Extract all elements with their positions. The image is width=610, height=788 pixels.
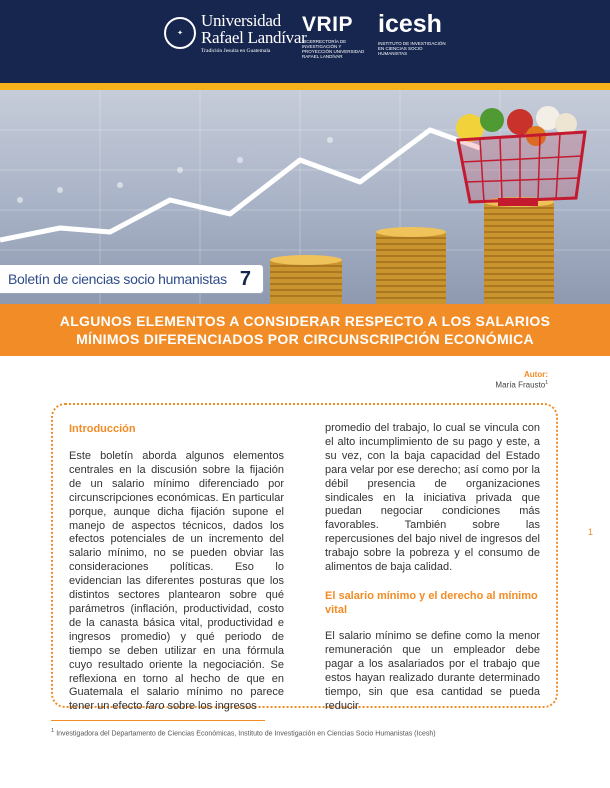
icesh-title: icesh: [378, 10, 442, 38]
coin-stack-medium: [376, 227, 446, 304]
vrip-title: VRIP: [302, 13, 354, 36]
intro-paragraph: [69, 450, 284, 714]
intro-text-2: sobre los ingresos: [164, 700, 257, 713]
footnote-mark: 1: [51, 728, 55, 734]
col2-paragraph-1: promedio del trabajo, lo cual se vincula con el alto incumplimiento de su pago y este, a su vez, con la baja capacidad del Estado para velar por ese derecho; así como por la débil presencia de organizaciones sindicales en la iniciativa privada que puedan negociar condiciones más favorables. También sobre las repercusiones del bajo nivel de ingresos del trabajo sobre la pobreza y el consumo de alimentos de baja calidad.: [325, 422, 540, 574]
bulletin-tab: [0, 264, 264, 294]
column-right: [325, 422, 540, 713]
vrip-logo[interactable]: [302, 14, 372, 59]
footnote: [51, 728, 436, 737]
icesh-subtitle: INSTITUTO DE INVESTIGACIÓN EN CIENCIAS SOCIO HUMANISTAS: [378, 41, 446, 56]
vrip-subtitle: VICERRECTORÍA DE INVESTIGACIÓN Y PROYECCIÓN UNIVERSIDAD RAFAEL LANDÍVAR: [302, 39, 365, 59]
university-tagline: Tradición Jesuita en Guatemala: [201, 48, 271, 54]
footnote-divider: [51, 720, 265, 721]
author-name-line: [495, 380, 548, 390]
title-line-1: ALGUNOS ELEMENTOS A CONSIDERAR RESPECTO A LOS SALARIOS: [59, 313, 551, 329]
coin-stack-tall: [484, 197, 554, 304]
title-band: [0, 304, 610, 356]
icesh-logo[interactable]: [378, 12, 448, 56]
accent-band: [0, 83, 610, 90]
intro-text-1: Este boletín aborda algunos elementos centrales en la discusión sobre la fijación de un salario mínimo diferenciado por circunscripciones económicas. En particular porque, aunque dicha fijación supone el manejo de aspectos técnicos, dados los efectos potenciales de un incremento del salario mínimo, no se pueden obviar las consideraciones políticas. Eso lo evidencian las diferentes posturas que los distintos sectores plantearon sobre qué parámetros (inflación, productividad, costo de la canasta básica vital, productividad e ingresos promedio) y qué periodo de tiempo se deben utilizar en una fórmula cuyo resultado oriente la negociación. Se reflexiona en torno al hecho de que en Guatemala el salario mínimo no parece tener un efecto: [69, 450, 284, 713]
intro-heading: Introducción: [69, 423, 136, 435]
footnote-text: Investigadora del Departamento de Ciencias Económicas, Instituto de Investigación en Ciencias Socio Humanistas (Icesh): [54, 730, 436, 738]
title-line-2: MÍNIMOS DIFERENCIADOS POR CIRCUNSCRIPCIÓN ECONÓMICA: [76, 331, 534, 347]
section2-heading: El salario mínimo y el derecho al mínimo vital: [325, 589, 538, 616]
author-footnote-mark[interactable]: 1: [545, 380, 548, 386]
page-number: 1: [588, 527, 594, 537]
header-bar: [0, 0, 610, 83]
col2-paragraph-2: El salario mínimo se define como la menor remuneración que un empleador debe pagar a los asalariados por el trabajo que estos hayan realizado durante determinado tiempo, sin que esa cantidad se pueda reducir: [325, 629, 540, 712]
author-name: María Frausto: [495, 380, 546, 390]
bulletin-number: 7: [239, 267, 251, 290]
coin-stack-small: [270, 255, 342, 304]
university-name-line2: Rafael Landívar: [201, 28, 307, 47]
university-logo[interactable]: [164, 12, 306, 55]
bulletin-label: Boletín de ciencias socio humanistas: [8, 271, 227, 287]
grocery-basket-icon: [456, 106, 585, 206]
column-left: [69, 422, 284, 714]
university-name-line1: Universidad: [201, 11, 281, 30]
author-label: Autor:: [524, 370, 548, 379]
intro-text-italic: faro: [145, 700, 165, 713]
university-seal-icon: ✦: [164, 17, 196, 49]
